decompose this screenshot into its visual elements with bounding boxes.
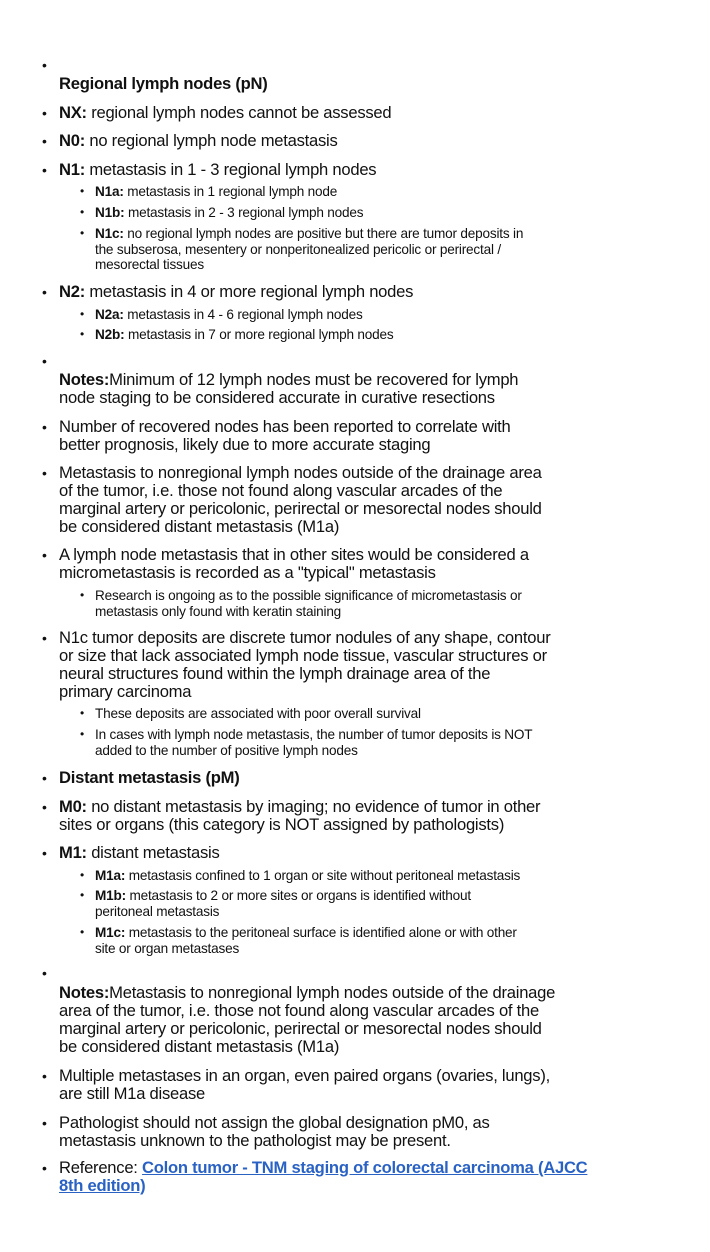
bullet-icon: • [42,57,47,73]
text-line [59,161,376,179]
bullet-icon: • [42,1068,47,1084]
item-text: Metastasis to nonregional lymph nodes outside of the drainage area [59,463,542,482]
item-text: or size that lack associated lymph node tissue, vascular structures or [59,646,547,665]
item-text: Metastasis to nonregional lymph nodes outside of the drainage [109,983,556,1002]
text-line [95,941,517,957]
text-line [59,1038,555,1056]
text-line [95,868,520,884]
reference-link[interactable]: 8th edition) [59,1176,146,1195]
item-label: N1: [59,160,85,179]
bullet-icon: • [42,419,47,435]
item-text: In cases with lymph node metastasis, the number of tumor deposits is NOT [95,727,533,743]
text-line [59,518,542,536]
text-line [59,629,550,647]
list-item [80,925,517,956]
bullet-icon: • [42,547,47,563]
item-text: distant metastasis [86,843,220,862]
bullet-icon: • [42,1160,47,1176]
text-line [95,743,532,759]
text-line [59,418,510,436]
text-line [59,283,413,301]
item-text: no regional lymph node metastasis [85,131,338,150]
text-line [59,665,550,683]
item-label: Notes: [59,983,110,1002]
item-text: metastasis to the peritoneal surface is identified alone or with other [125,925,517,941]
list-item [80,588,522,619]
list-item [42,1158,588,1195]
text-line [59,1159,587,1177]
item-text: metastasis in 1 regional lymph node [123,184,338,200]
list-item [59,371,518,407]
bullet-icon: • [80,205,85,220]
item-text: metastasis in 1 - 3 regional lymph nodes [85,160,377,179]
bullet-icon: • [42,965,47,981]
text-line [95,727,532,743]
bullet-icon: • [80,307,85,322]
text-line [59,647,550,665]
item-text: no regional lymph nodes are positive but there are tumor deposits in [123,226,524,242]
item-text: be considered distant metastasis (M1a) [59,1037,340,1056]
item-label: N1b: [95,205,125,221]
text-line [59,464,542,482]
list-item [42,1113,490,1150]
item-label: N1a: [95,184,124,200]
item-label: N0: [59,131,85,150]
text-line [95,604,522,620]
text-line [95,904,471,920]
bullet-icon: • [80,706,85,721]
list-item [42,160,377,179]
list-item [80,727,533,758]
item-text: mesorectal tissues [95,257,204,273]
bullet-icon: • [42,105,47,121]
item-label: N2: [59,282,85,301]
item-text: peritoneal metastasis [95,903,220,919]
list-item [42,768,240,787]
item-text: primary carcinoma [59,682,192,701]
text-line [95,706,421,722]
text-line [59,436,510,454]
item-text: metastasis only found with keratin staining [95,603,342,619]
bullet-icon: • [42,799,47,815]
item-text: be considered distant metastasis (M1a) [59,517,340,536]
bullet-icon: • [80,588,85,603]
text-line [95,588,522,604]
item-text: metastasis in 4 - 6 regional lymph nodes [123,307,363,323]
text-line [59,482,542,500]
item-text: metastasis in 7 or more regional lymph nodes [124,327,394,343]
list-item [59,75,268,93]
list-item [80,184,338,200]
item-label: N1c: [95,226,124,242]
item-text: better prognosis, likely due to more accurate staging [59,435,431,454]
list-item [80,888,471,919]
item-label: M0: [59,797,87,816]
item-text: added to the number of positive lymph nodes [95,742,358,758]
item-label: NX: [59,103,87,122]
text-line [95,184,337,200]
text-line [95,925,517,941]
bullet-icon: • [42,162,47,178]
item-label: M1a: [95,868,126,884]
text-line [95,205,363,221]
text-line [59,1132,490,1150]
item-text: Research is ongoing as to the possible significance of micrometastasis or [95,588,522,604]
text-line [95,307,363,323]
text-line [59,389,518,407]
item-text: metastasis confined to 1 organ or site without peritoneal metastasis [125,868,521,884]
item-text: area of the tumor, i.e. those not found along vascular arcades of the [59,1001,539,1020]
text-line [59,683,550,701]
item-text: micrometastasis is recorded as a "typical" metastasis [59,563,436,582]
text-line [59,546,529,564]
text-line [95,257,523,273]
list-item [42,131,338,150]
list-item [80,307,363,323]
list-item [42,545,529,582]
reference-link[interactable]: Colon tumor - TNM staging of colorectal carcinoma (AJCC [142,1158,588,1177]
text-line [59,1114,490,1132]
text-line [95,888,471,904]
bullet-icon: • [42,465,47,481]
list-item [42,1066,550,1103]
text-line [95,327,393,343]
bullet-icon: • [80,925,85,940]
list-item [80,205,364,221]
list-item [42,282,414,301]
item-text: neural structures found within the lymph drainage area of the [59,664,491,683]
text-line [59,104,391,122]
text-line [59,1085,550,1103]
item-text: node staging to be considered accurate in curative resections [59,388,495,407]
list-item [42,628,551,701]
bullet-icon: • [42,630,47,646]
item-text: marginal artery or pericolonic, perirectal or mesorectal nodes should [59,1019,542,1038]
list-item [59,984,555,1056]
item-label: N2b: [95,327,125,343]
item-label: Notes: [59,370,110,389]
text-line [59,500,542,518]
bullet-icon: • [42,284,47,300]
bullet-icon: • [80,226,85,241]
text-line [59,984,555,1002]
bullet-icon: • [80,868,85,883]
text-line [59,1002,555,1020]
item-text: These deposits are associated with poor overall survival [95,706,421,722]
list-item [42,843,220,862]
list-item [80,706,421,722]
item-text: Pathologist should not assign the global designation pM0, as [59,1113,490,1132]
item-label: M1: [59,843,87,862]
item-text: metastasis unknown to the pathologist may be present. [59,1131,451,1150]
text-line [95,242,523,258]
text-line [59,371,518,389]
item-text: metastasis in 4 or more regional lymph nodes [85,282,414,301]
bullet-icon: • [42,770,47,786]
item-text: the subserosa, mesentery or nonperitonealized pericolic or perirectal / [95,241,501,257]
item-label: M1b: [95,888,126,904]
text-line [59,132,338,150]
bullet-icon: • [42,353,47,369]
item-text: metastasis to 2 or more sites or organs is identified without [125,888,471,904]
text-line [59,564,529,582]
text-line [95,226,523,242]
text-line [59,1020,555,1038]
text-line [59,1067,550,1085]
bullet-icon: • [42,133,47,149]
text-line [59,798,540,816]
section-heading: Distant metastasis (pM) [59,768,240,787]
item-text: of the tumor, i.e. those not found along vascular arcades of the [59,481,503,500]
item-text: Minimum of 12 lymph nodes must be recovered for lymph [109,370,519,389]
item-label: N2a: [95,307,124,323]
section-heading: Regional lymph nodes (pN) [59,74,268,93]
list-item [80,868,521,884]
item-text: sites or organs (this category is NOT assigned by pathologists) [59,815,505,834]
text-line [59,1177,587,1195]
list-item [42,463,542,536]
bullet-icon: • [80,888,85,903]
bullet-icon: • [80,327,85,342]
list-item [80,226,524,273]
item-label: M1c: [95,925,126,941]
list-item [42,797,541,834]
item-text: Reference: [59,1158,143,1177]
item-text: are still M1a disease [59,1084,206,1103]
item-text: no distant metastasis by imaging; no evidence of tumor in other [86,797,541,816]
list-item [42,417,511,454]
text-line [59,816,540,834]
item-text: Number of recovered nodes has been reported to correlate with [59,417,511,436]
item-text: marginal artery or pericolonic, perirectal or mesorectal nodes should [59,499,542,518]
bullet-icon: • [80,727,85,742]
bullet-icon: • [80,184,85,199]
item-text: Multiple metastases in an organ, even paired organs (ovaries, lungs), [59,1066,550,1085]
item-text: N1c tumor deposits are discrete tumor nodules of any shape, contour [59,628,551,647]
bullet-icon: • [42,845,47,861]
item-text: regional lymph nodes cannot be assessed [86,103,392,122]
text-line [59,844,220,862]
item-text: site or organ metastases [95,940,240,956]
list-item [80,327,394,343]
item-text: A lymph node metastasis that in other sites would be considered a [59,545,529,564]
item-text: metastasis in 2 - 3 regional lymph nodes [124,205,364,221]
list-item [42,103,392,122]
bullet-icon: • [42,1115,47,1131]
